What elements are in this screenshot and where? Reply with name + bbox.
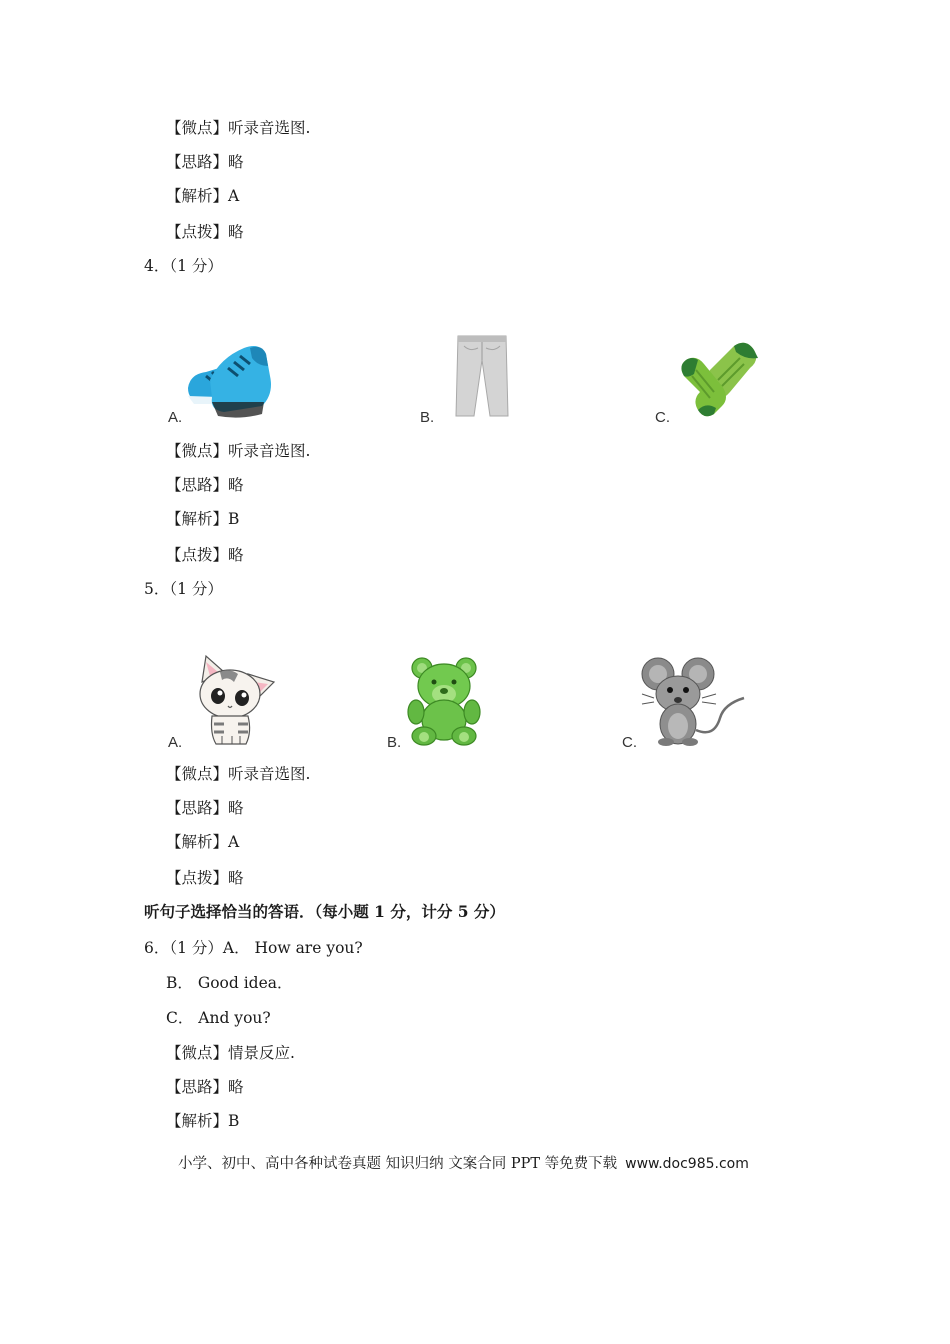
section-title: 听句子选择恰当的答语．（每小题 1 分，计分 5 分）: [144, 902, 505, 921]
q6-jiexi: 【解析】B: [166, 1112, 240, 1130]
q5-jiexi: 【解析】A: [166, 833, 240, 851]
q6-weidian: 【微点】情景反应.: [166, 1044, 295, 1062]
q5-option-a-label: A.: [168, 734, 183, 751]
q4-silu: 【思路】略: [166, 476, 244, 494]
q4-weidian: 【微点】听录音选图.: [166, 442, 311, 460]
q6-option-b: B． Good idea．: [166, 974, 293, 992]
page-footer: [178, 1152, 749, 1173]
q3-dianbo: 【点拨】略: [166, 223, 244, 241]
q4-option-a-label: A.: [168, 409, 183, 426]
green-teddy-bear-icon: [404, 654, 486, 746]
q4-dianbo: 【点拨】略: [166, 546, 244, 564]
q5-dianbo: 【点拨】略: [166, 869, 244, 887]
q5-weidian: 【微点】听录音选图.: [166, 765, 311, 783]
grey-trousers-icon: [452, 334, 512, 420]
q4-option-c-label: C.: [655, 409, 670, 426]
q3-silu: 【思路】略: [166, 153, 244, 171]
q4-header: 4．（1 分）: [144, 257, 223, 275]
footer-url[interactable]: www.doc985.com: [625, 1156, 749, 1172]
q5-header: 5．（1 分）: [144, 580, 223, 598]
blue-sneakers-icon: [180, 336, 275, 424]
q3-jiexi: 【解析】A: [166, 187, 240, 205]
q4-jiexi: 【解析】B: [166, 510, 240, 528]
grey-mouse-icon: [640, 656, 746, 748]
cat-icon: [190, 654, 276, 746]
q6-header: 6．（1 分）A． How are you?: [144, 939, 363, 957]
q6-option-c: C． And you?: [166, 1009, 271, 1027]
q4-option-b-label: B.: [420, 409, 435, 426]
footer-text: 小学、初中、高中各种试卷真题 知识归纳 文案合同 PPT 等免费下载: [178, 1156, 618, 1172]
green-socks-icon: [674, 340, 764, 418]
q5-option-c-label: C.: [622, 734, 637, 751]
q5-silu: 【思路】略: [166, 799, 244, 817]
q6-silu: 【思路】略: [166, 1078, 244, 1096]
q5-option-b-label: B.: [387, 734, 402, 751]
q3-weidian: 【微点】听录音选图.: [166, 119, 311, 137]
